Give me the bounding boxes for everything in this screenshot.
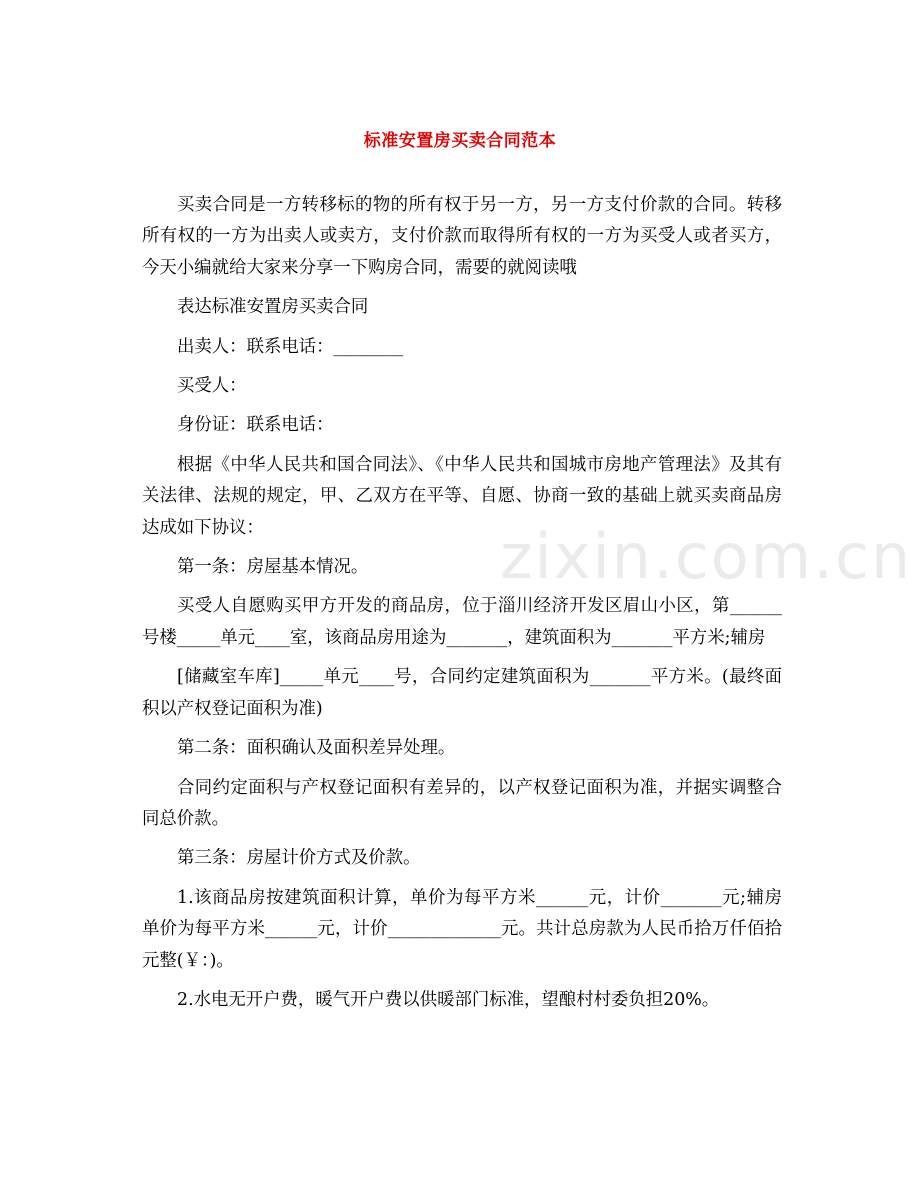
paragraph-buyer: 买受人： bbox=[177, 376, 247, 397]
paragraph-article-2-heading: 第二条：面积确认及面积差异处理。 bbox=[177, 738, 456, 759]
paragraph-article-3-item-2: 2.水电无开户费，暖气开户费以供暖部门标准，望酿村村委负担20%。 bbox=[177, 989, 720, 1010]
paragraph-article-3-heading: 第三条：房屋计价方式及价款。 bbox=[177, 848, 421, 869]
paragraph-article-1-body: 买受人自愿购买甲方开发的商品房，位于淄川经济开发区眉山小区，第______号楼_____单元____室，该商品房用途为_______，建筑面积为_______平方米;辅房 bbox=[142, 596, 782, 648]
paragraph-legal-basis: 根据《中华人民共和国合同法》、《中华人民共和国城市房地产管理法》及其有关法律、法规的规定，甲、乙双方在平等、自愿、协商一致的基础上就买卖商品房达成如下协议： bbox=[142, 454, 782, 538]
paragraph-seller: 出卖人：联系电话：________ bbox=[177, 336, 404, 357]
document-body bbox=[142, 190, 782, 1024]
paragraph-intro: 买卖合同是一方转移标的物的所有权于另一方，另一方支付价款的合同。转移所有权的一方为出卖人或卖方，支付价款而取得所有权的一方为买受人或者买方，今天小编就给大家来分享一下购房合同，需要的就阅读哦 bbox=[142, 195, 782, 278]
paragraph-article-1-heading: 第一条：房屋基本情况。 bbox=[177, 557, 369, 578]
watermark: zixin.com.cn bbox=[500, 520, 913, 593]
document-title: 标准安置房买卖合同范本 bbox=[363, 131, 557, 151]
paragraph-article-1-auxiliary: [储藏室车库]_____单元____号，合同约定建筑面积为_______平方米。(最终面积以产权登记面积为准) bbox=[142, 667, 782, 719]
paragraph-article-3-item-1: 1.该商品房按建筑面积计算，单价为每平方米______元，计价_______元;辅房单价为每平方米______元，计价_____________元。共计总房款为人民币拾万仟佰拾元整(￥：)。 bbox=[142, 887, 782, 971]
paragraph-article-2-body: 合同约定面积与产权登记面积有差异的，以产权登记面积为准，并据实调整合同总价款。 bbox=[142, 777, 782, 829]
paragraph-id-card: 身份证：联系电话： bbox=[177, 415, 334, 436]
paragraph-contract-name: 表达标准安置房买卖合同 bbox=[177, 297, 369, 318]
